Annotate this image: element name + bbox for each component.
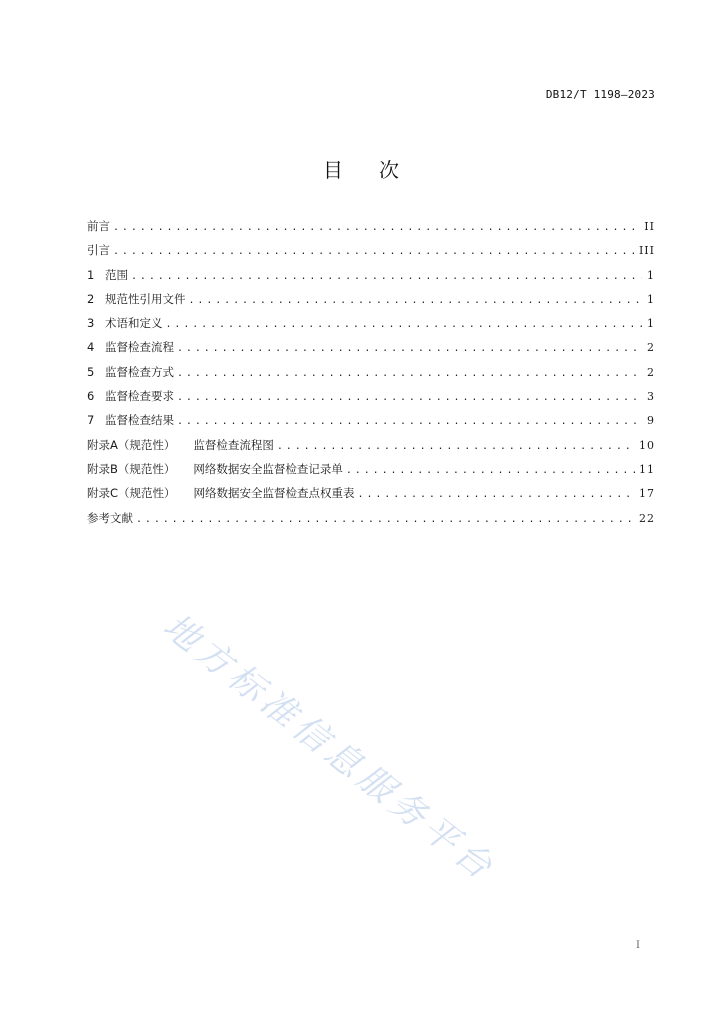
toc-entry-inspection-process[interactable] [87, 339, 655, 363]
toc-leader-dots [113, 246, 636, 257]
toc-entry-label: 监督检查结果 [105, 413, 174, 428]
toc-title-part1: 目 [323, 158, 345, 182]
toc-leader-dots [346, 465, 636, 476]
toc-entry-bibliography[interactable] [87, 510, 655, 534]
toc-entry-foreword[interactable] [87, 218, 655, 242]
toc-title-part2: 次 [379, 158, 401, 182]
toc-page-number: 9 [647, 414, 655, 428]
toc-entry-introduction[interactable] [87, 242, 655, 266]
toc-entry-number: 7 [87, 413, 95, 428]
toc-entry-normative-references[interactable] [87, 291, 655, 315]
toc-page-number: 1 [647, 292, 655, 306]
toc-page-number: III [638, 244, 655, 258]
toc-leader-dots [177, 368, 642, 379]
toc-entry-inspection-results[interactable] [87, 412, 655, 436]
toc-leader-dots [358, 489, 636, 500]
toc-leader-dots [131, 271, 642, 282]
toc-page-number: 11 [639, 462, 655, 476]
toc-page-number: 17 [639, 487, 655, 501]
toc-entry-label: 范围 [105, 267, 128, 282]
toc-leader-dots [136, 514, 636, 525]
toc-entry-label: 网络数据安全监督检查记录单 [193, 461, 343, 476]
toc-entry-number: 4 [87, 340, 95, 355]
toc-appendix-tag: 附录C（规范性） [87, 486, 176, 501]
toc-leader-dots [113, 222, 641, 233]
toc-leader-dots [177, 392, 642, 403]
toc-entry-appendix-a[interactable] [87, 437, 655, 461]
toc-page-number: 2 [647, 365, 655, 379]
toc-entry-number: 6 [87, 389, 95, 404]
toc-title [0, 154, 724, 183]
toc-leader-dots [166, 319, 643, 330]
toc-entry-number: 3 [87, 316, 95, 331]
toc-entry-label: 监督检查要求 [105, 389, 174, 404]
toc-entry-label: 监督检查流程 [105, 340, 174, 355]
watermark: 地方标准信息服务平台 [155, 606, 504, 891]
toc-page-number: II [644, 220, 655, 233]
toc-entry-label: 前言 [87, 219, 110, 233]
toc-entry-label: 参考文献 [87, 510, 133, 525]
toc-entry-number: 5 [87, 364, 95, 379]
standard-code: DB12/T 1198—2023 [545, 88, 655, 101]
toc-page-number: 1 [647, 268, 655, 282]
toc-entry-number: 1 [87, 267, 95, 282]
toc-page-number: 22 [639, 511, 655, 525]
toc-page-number: 10 [639, 438, 655, 452]
toc-leader-dots [177, 343, 642, 354]
toc-entry-appendix-c[interactable] [87, 485, 655, 509]
toc-entry-label: 引言 [87, 243, 110, 258]
toc-entry-scope[interactable] [87, 267, 655, 291]
toc-page-number: 1 [647, 317, 655, 331]
toc-entry-inspection-requirements[interactable] [87, 388, 655, 412]
toc-entry-label: 网络数据安全监督检查点权重表 [193, 486, 355, 501]
toc-appendix-tag: 附录A（规范性） [87, 437, 176, 452]
toc-entry-label: 规范性引用文件 [105, 291, 186, 306]
toc-page-number: 2 [647, 341, 655, 355]
toc-leader-dots [277, 441, 636, 452]
toc-appendix-tag: 附录B（规范性） [87, 461, 176, 476]
table-of-contents [87, 218, 655, 534]
toc-page-number: 3 [647, 390, 655, 404]
toc-entry-label: 监督检查流程图 [193, 437, 274, 452]
toc-entry-number: 2 [87, 291, 95, 306]
toc-entry-label: 监督检查方式 [105, 364, 174, 379]
toc-entry-terms-definitions[interactable] [87, 315, 655, 339]
toc-leader-dots [177, 416, 642, 427]
toc-leader-dots [189, 295, 643, 306]
toc-entry-appendix-b[interactable] [87, 461, 655, 485]
toc-entry-inspection-methods[interactable] [87, 364, 655, 388]
toc-entry-label: 术语和定义 [105, 316, 163, 331]
page-number: I [636, 940, 640, 951]
